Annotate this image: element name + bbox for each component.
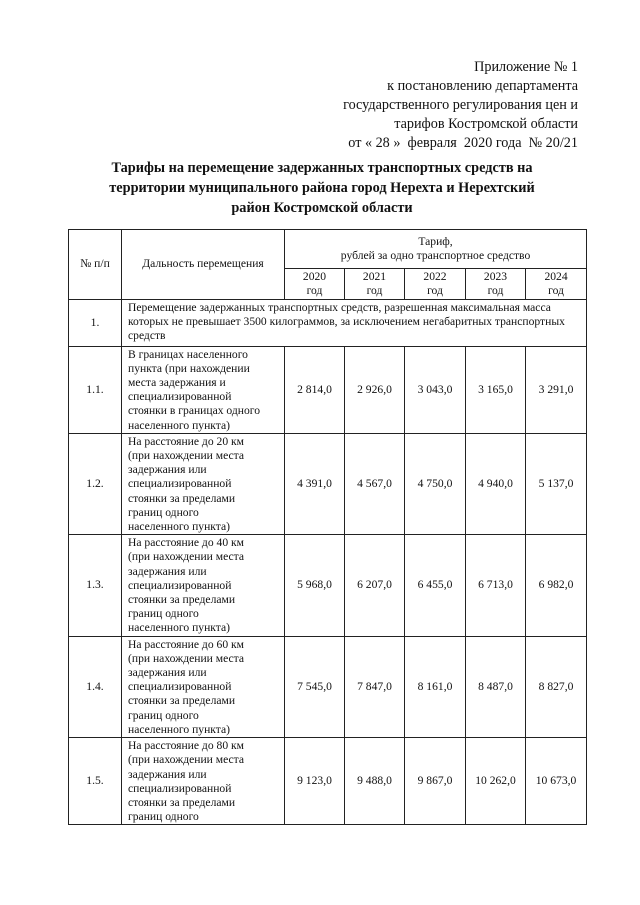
header-tariff-unit: рублей за одно транспортное средство	[340, 249, 531, 262]
appendix-line: тарифов Костромской области	[394, 116, 578, 132]
row-num: 1.5.	[69, 738, 122, 825]
tariff-cell: 6 455,0	[405, 535, 466, 636]
distance-line: (при нахождении места	[128, 449, 245, 463]
header-year	[345, 269, 405, 300]
section-text: Перемещение задержанных транспортных средств, разрешенная максимальная масса которых не превышает 3500 килограммов, за исключением негабаритных транспортных средств	[122, 300, 587, 347]
distance-line: границ одного	[128, 607, 199, 621]
section-num: 1.	[69, 300, 122, 347]
table-row	[69, 346, 587, 433]
tariff-cell: 6 207,0	[345, 535, 405, 636]
header-num: № п/п	[69, 230, 122, 300]
row-num: 1.3.	[69, 535, 122, 636]
table-row	[69, 535, 587, 636]
distance-line: На расстояние до 20 км	[128, 434, 244, 448]
tariff-cell: 5 137,0	[526, 433, 587, 534]
title-line: Тарифы на перемещение задержанных транспортных средств на	[111, 160, 533, 176]
distance-line: стоянки за пределами	[128, 795, 236, 809]
distance-line: стоянки за пределами	[128, 694, 236, 708]
row-distance	[122, 738, 285, 825]
row-num: 1.2.	[69, 433, 122, 534]
tariff-cell: 10 673,0	[526, 738, 587, 825]
distance-line: границ одного	[128, 505, 199, 519]
distance-line: специализированной	[128, 680, 232, 694]
year-unit: год	[548, 284, 564, 297]
tariff-cell: 6 713,0	[466, 535, 526, 636]
distance-line: пункта (при нахождении	[128, 361, 250, 375]
tariff-cell: 10 262,0	[466, 738, 526, 825]
row-num: 1.1.	[69, 346, 122, 433]
distance-line: задержания или	[128, 666, 207, 680]
document-title	[60, 158, 584, 218]
row-distance	[122, 636, 285, 737]
distance-line: специализированной	[128, 390, 232, 404]
year-value: 2023	[483, 270, 508, 283]
distance-line: На расстояние до 40 км	[128, 536, 244, 550]
row-distance	[122, 535, 285, 636]
distance-line: задержания или	[128, 767, 207, 781]
tariff-cell: 4 940,0	[466, 433, 526, 534]
tariff-cell: 9 867,0	[405, 738, 466, 825]
distance-line: места задержания и	[128, 376, 226, 390]
year-value: 2020	[302, 270, 327, 283]
table-row	[69, 433, 587, 534]
distance-line: населенного пункта)	[128, 520, 230, 534]
tariff-cell: 2 814,0	[285, 346, 345, 433]
distance-line: (при нахождении места	[128, 651, 245, 665]
year-unit: год	[487, 284, 504, 297]
table-row	[69, 738, 587, 825]
tariff-cell: 9 488,0	[345, 738, 405, 825]
header-year	[285, 269, 345, 300]
distance-line: задержания или	[128, 463, 207, 477]
title-line: район Костромской области	[231, 200, 413, 216]
tariff-cell: 3 165,0	[466, 346, 526, 433]
year-value: 2024	[544, 270, 568, 283]
distance-line: На расстояние до 60 км	[128, 637, 244, 651]
distance-line: населенного пункта)	[128, 621, 230, 635]
header-tariff-label: Тариф,	[418, 234, 453, 248]
tariff-cell: 2 926,0	[345, 346, 405, 433]
row-distance	[122, 433, 285, 534]
title-line: территории муниципального района город Нерехта и Нерехтский	[109, 180, 535, 196]
year-unit: год	[306, 284, 323, 297]
header-tariff	[285, 230, 587, 269]
header-year	[405, 269, 466, 300]
tariff-cell: 4 567,0	[345, 433, 405, 534]
header-distance: Дальность перемещения	[122, 230, 285, 300]
year-unit: год	[427, 284, 443, 297]
distance-line: населенного пункта)	[128, 418, 230, 432]
table-row	[69, 636, 587, 737]
distance-line: специализированной	[128, 578, 232, 592]
distance-line: границ одного	[128, 708, 199, 722]
distance-line: (при нахождении места	[128, 753, 245, 767]
row-num: 1.4.	[69, 636, 122, 737]
distance-line: стоянки в границах одного	[128, 404, 261, 418]
distance-line: специализированной	[128, 781, 232, 795]
tariff-cell: 6 982,0	[526, 535, 587, 636]
row-distance	[122, 346, 285, 433]
tariff-cell: 7 847,0	[345, 636, 405, 737]
year-unit: год	[366, 284, 383, 297]
appendix-line: государственного регулирования цен и	[343, 97, 578, 113]
tariff-cell: 8 161,0	[405, 636, 466, 737]
distance-line: В границах населенного	[128, 347, 248, 361]
tariff-cell: 7 545,0	[285, 636, 345, 737]
tariffs-table	[68, 229, 587, 825]
tariff-cell: 4 750,0	[405, 433, 466, 534]
distance-line: На расстояние до 80 км	[128, 739, 244, 753]
section-row	[69, 300, 587, 347]
appendix-line: Приложение № 1	[474, 59, 578, 75]
distance-line: специализированной	[128, 477, 232, 491]
tariff-cell: 8 827,0	[526, 636, 587, 737]
distance-line: задержания или	[128, 564, 207, 578]
distance-line: стоянки за пределами	[128, 593, 236, 607]
tariff-cell: 3 043,0	[405, 346, 466, 433]
tariff-cell: 8 487,0	[466, 636, 526, 737]
year-value: 2021	[362, 270, 387, 283]
tariff-cell: 3 291,0	[526, 346, 587, 433]
header-year	[466, 269, 526, 300]
distance-line: границ одного	[128, 810, 199, 824]
appendix-line: от « 28 » февраля 2020 года № 20/21	[348, 135, 578, 151]
appendix-block	[343, 58, 578, 153]
distance-line: стоянки за пределами	[128, 491, 236, 505]
distance-line: населенного пункта)	[128, 722, 230, 736]
year-value: 2022	[423, 270, 447, 283]
tariff-cell: 9 123,0	[285, 738, 345, 825]
header-year	[526, 269, 587, 300]
appendix-line: к постановлению департамента	[387, 78, 578, 94]
tariff-cell: 4 391,0	[285, 433, 345, 534]
tariff-cell: 5 968,0	[285, 535, 345, 636]
distance-line: (при нахождении места	[128, 550, 245, 564]
